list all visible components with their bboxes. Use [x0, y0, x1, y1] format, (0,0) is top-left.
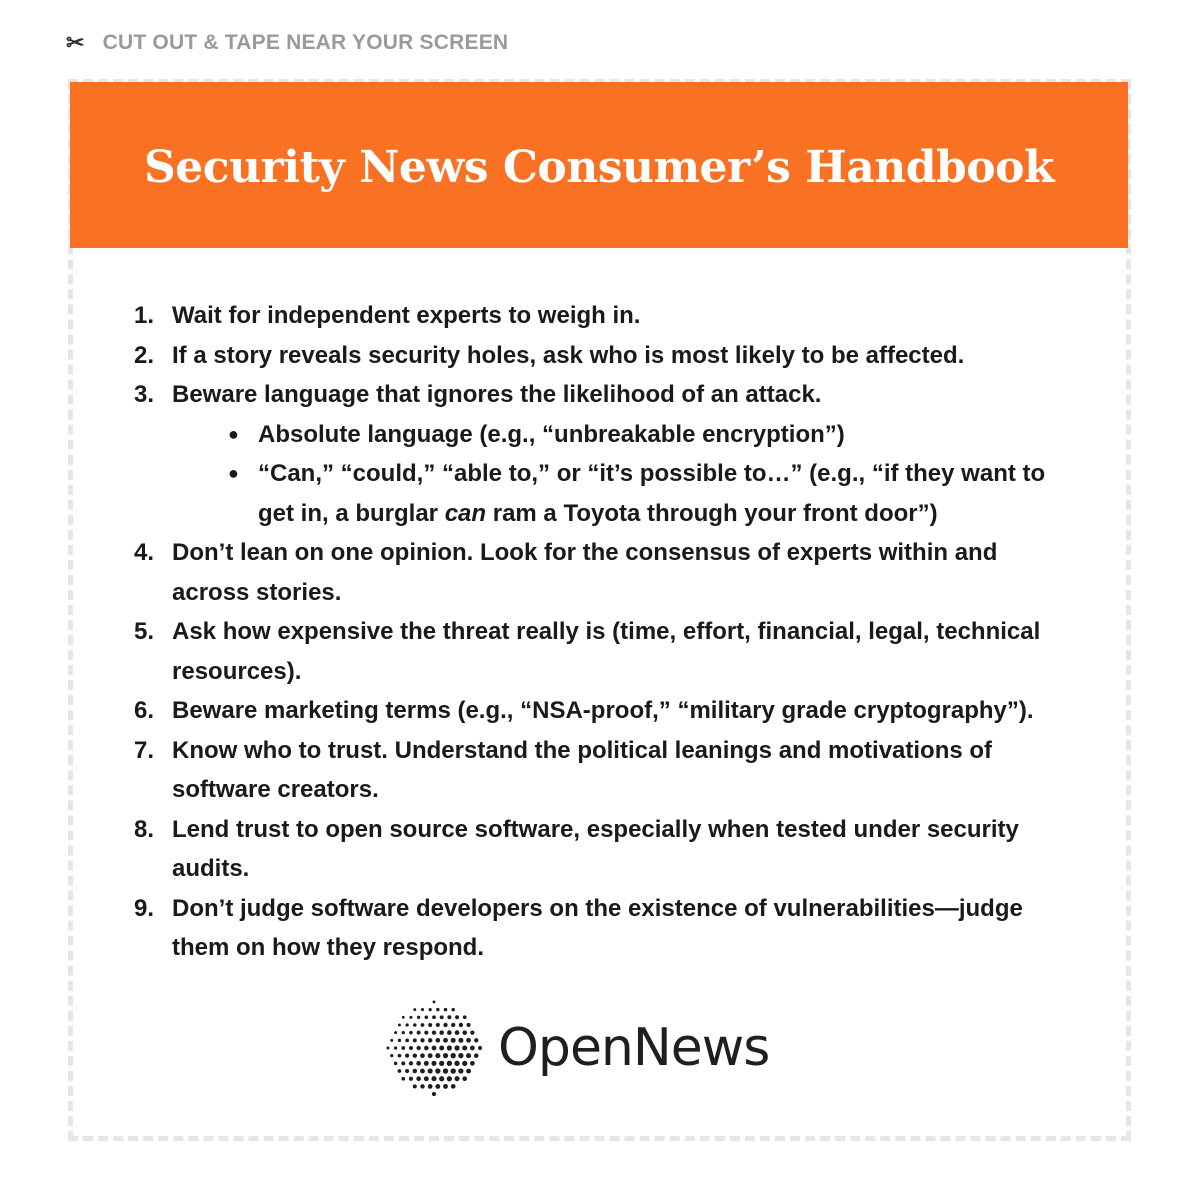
- logo-dot: [444, 1008, 448, 1012]
- list-item-number: 3.: [134, 381, 155, 408]
- logo-dot: [409, 1016, 412, 1019]
- sublist-item-text: Absolute language (e.g., “unbreakable encryption”): [258, 420, 845, 448]
- logo-dot: [424, 1046, 429, 1051]
- logo-dot: [428, 1038, 432, 1042]
- sublist-item-text-end: ram a Toyota through your front door”): [486, 499, 938, 527]
- logo-dot: [406, 1023, 409, 1026]
- logo-dot: [462, 1030, 467, 1035]
- logo-dot: [413, 1053, 417, 1057]
- logo-dot: [425, 1016, 429, 1020]
- logo-dot: [409, 1061, 413, 1065]
- logo-dot: [431, 1076, 436, 1081]
- scissors-icon: ✂: [66, 30, 85, 55]
- logo-dot: [455, 1076, 460, 1081]
- logo-dot: [451, 1008, 454, 1011]
- logo-dot: [402, 1016, 405, 1019]
- logo-dot: [451, 1068, 456, 1073]
- logo-dot: [454, 1045, 459, 1050]
- logo-dot: [413, 1084, 417, 1088]
- list-item-number: 2.: [134, 341, 155, 369]
- logo-dot: [462, 1061, 467, 1066]
- list-item-number: 5.: [134, 618, 155, 645]
- logo-dot: [420, 1038, 424, 1042]
- logo-dot: [416, 1061, 421, 1066]
- title-banner: [70, 82, 1128, 248]
- logo-dot: [447, 1061, 452, 1066]
- logo-dot: [390, 1039, 393, 1042]
- logo-dot: [436, 1008, 439, 1011]
- logo-dot: [466, 1038, 471, 1043]
- logo-dot: [440, 1015, 444, 1019]
- logo-dot: [443, 1068, 448, 1073]
- logo-dot: [463, 1015, 467, 1019]
- list-item-number: 6.: [134, 697, 155, 724]
- logo-dot: [466, 1053, 471, 1058]
- logo-dot: [401, 1077, 405, 1081]
- logo-dot: [409, 1077, 413, 1081]
- logo-dot: [447, 1030, 452, 1035]
- logo-wordmark: OpenNews: [498, 1018, 770, 1078]
- list-item-text: Know who to trust. Understand the political leanings and motivations of software creators.: [172, 736, 993, 803]
- logo-dot: [398, 1069, 402, 1073]
- logo-dot: [409, 1046, 413, 1050]
- logo-dot: [432, 1015, 436, 1019]
- logo-dot: [429, 1008, 432, 1011]
- list-item: [128, 691, 1068, 731]
- halftone-dots-logo-icon: [386, 1000, 482, 1096]
- list-item: [128, 889, 1068, 968]
- sublist-item: [228, 454, 1068, 533]
- logo-dot: [462, 1076, 467, 1081]
- logo-dot: [432, 1092, 436, 1096]
- tip3-sublist: [172, 415, 1068, 534]
- list-item-text: Beware language that ignores the likelihood of an attack.: [172, 381, 822, 408]
- list-item-number: 4.: [134, 539, 155, 566]
- sublist-item-text-start: “Can,” “could,” “able to,” or “it’s possible to…” (e.g., “if they want to get in, a burglar: [258, 460, 1046, 527]
- list-item: [128, 810, 1068, 889]
- logo-dot: [424, 1031, 428, 1035]
- logo-dot: [466, 1069, 471, 1074]
- logo-dot: [431, 1061, 436, 1066]
- logo-dot: [470, 1030, 474, 1034]
- logo-dot: [435, 1053, 440, 1058]
- list-item-text: Ask how expensive the threat really is (time, effort, financial, legal, technical resources).: [172, 618, 1041, 685]
- list-item-text: Beware marketing terms (e.g., “NSA-proof,” “military grade cryptography”).: [172, 697, 1034, 724]
- logo-dot: [413, 1038, 417, 1042]
- logo-dot: [474, 1038, 478, 1042]
- logo-dot: [420, 1084, 424, 1088]
- logo-dot: [443, 1038, 448, 1043]
- list-item-number: 7.: [134, 736, 155, 764]
- logo-dot: [455, 1015, 459, 1019]
- logo-dot: [421, 1023, 425, 1027]
- logo-dot: [432, 1046, 437, 1051]
- sublist-item-emphasis: can: [444, 499, 487, 527]
- logo-dot: [409, 1031, 413, 1035]
- list-item: [128, 375, 1068, 533]
- cut-out-note-text: CUT OUT & TAPE NEAR YOUR SCREEN: [102, 31, 509, 54]
- logo-dot: [439, 1030, 444, 1035]
- logo-dot: [394, 1046, 397, 1049]
- logo-dot: [390, 1054, 393, 1057]
- logo-dot: [447, 1015, 451, 1019]
- list-item-text: Wait for independent experts to weigh in.: [172, 302, 641, 329]
- list-item: [128, 296, 1068, 336]
- logo-dot: [439, 1046, 444, 1051]
- list-item-text: If a story reveals security holes, ask who is most likely to be affected.: [172, 341, 965, 369]
- logo-dot: [443, 1084, 448, 1089]
- cut-out-note: [66, 30, 508, 56]
- list-item-number: 1.: [134, 302, 155, 329]
- logo-dot: [435, 1068, 440, 1073]
- logo-dot: [455, 1030, 460, 1035]
- logo-dot: [416, 1046, 420, 1050]
- logo-dot: [435, 1084, 440, 1089]
- page-title: Security News Consumer’s Handbook: [144, 142, 1054, 193]
- logo-dot: [398, 1054, 402, 1058]
- logo-dot: [432, 1030, 436, 1034]
- list-item: [128, 612, 1068, 691]
- list-item: [128, 533, 1068, 612]
- logo-dot: [443, 1053, 448, 1058]
- logo-dot: [451, 1023, 455, 1027]
- bullet-icon: ●: [228, 423, 239, 444]
- logo-dot: [405, 1038, 409, 1042]
- list-item-number: 8.: [134, 815, 155, 843]
- logo-dot: [386, 1047, 389, 1050]
- logo-dot: [394, 1062, 398, 1066]
- logo-dot: [451, 1038, 456, 1043]
- tips-list: [128, 296, 1068, 968]
- logo-dot: [439, 1061, 444, 1066]
- logo-dot: [439, 1076, 444, 1081]
- logo-dot: [454, 1061, 459, 1066]
- logo-dot: [458, 1068, 463, 1073]
- logo-dot: [398, 1039, 401, 1042]
- sublist-item: [228, 415, 1068, 455]
- logo-dot: [413, 1069, 418, 1074]
- logo-dot: [459, 1023, 463, 1027]
- logo-dot: [428, 1023, 432, 1027]
- logo-dot: [470, 1061, 475, 1066]
- logo-dot: [474, 1053, 479, 1058]
- logo-dot: [447, 1076, 452, 1081]
- logo-dot: [428, 1053, 433, 1058]
- logo-dot: [428, 1084, 433, 1089]
- logo-dot: [435, 1038, 440, 1043]
- logo-dot: [398, 1023, 401, 1026]
- logo-dot: [478, 1046, 482, 1050]
- logo-dot: [424, 1076, 429, 1081]
- logo-dot: [416, 1076, 421, 1081]
- logo-dot: [401, 1046, 405, 1050]
- logo-dot: [458, 1038, 463, 1043]
- logo-dot: [405, 1069, 409, 1073]
- logo-dot: [394, 1031, 397, 1034]
- logo-dot: [467, 1023, 471, 1027]
- logo-dot: [421, 1008, 424, 1011]
- logo-dot: [470, 1046, 475, 1051]
- logo-dot: [451, 1053, 456, 1058]
- logo-dot: [428, 1068, 433, 1073]
- logo-dot: [420, 1069, 425, 1074]
- list-item-text: Don’t judge software developers on the existence of vulnerabilities—judge them on how they respond.: [172, 894, 1023, 961]
- logo-dot: [424, 1061, 429, 1066]
- logo-dot: [405, 1054, 409, 1058]
- logo-dot: [451, 1084, 456, 1089]
- list-item: [128, 336, 1068, 376]
- logo-dot: [436, 1023, 440, 1027]
- logo-dot: [402, 1031, 405, 1034]
- list-item-text: Lend trust to open source software, especially when tested under security audits.: [172, 815, 1019, 882]
- logo-dot: [433, 1000, 436, 1003]
- logo-dot: [447, 1045, 452, 1050]
- opennews-logo: [386, 1000, 769, 1096]
- logo-dot: [417, 1016, 420, 1019]
- list-item-number: 9.: [134, 894, 155, 922]
- logo-dot: [413, 1008, 416, 1011]
- logo-dot: [443, 1023, 447, 1027]
- bullet-icon: ●: [228, 463, 239, 483]
- logo-dot: [401, 1061, 405, 1065]
- logo-dot: [413, 1023, 417, 1027]
- logo-dot: [417, 1031, 421, 1035]
- logo-dot: [462, 1045, 467, 1050]
- list-item-text: Don’t lean on one opinion. Look for the consensus of experts within and across stories.: [172, 539, 998, 606]
- list-item: [128, 731, 1068, 810]
- logo-dot: [458, 1053, 463, 1058]
- logo-dot: [420, 1053, 425, 1058]
